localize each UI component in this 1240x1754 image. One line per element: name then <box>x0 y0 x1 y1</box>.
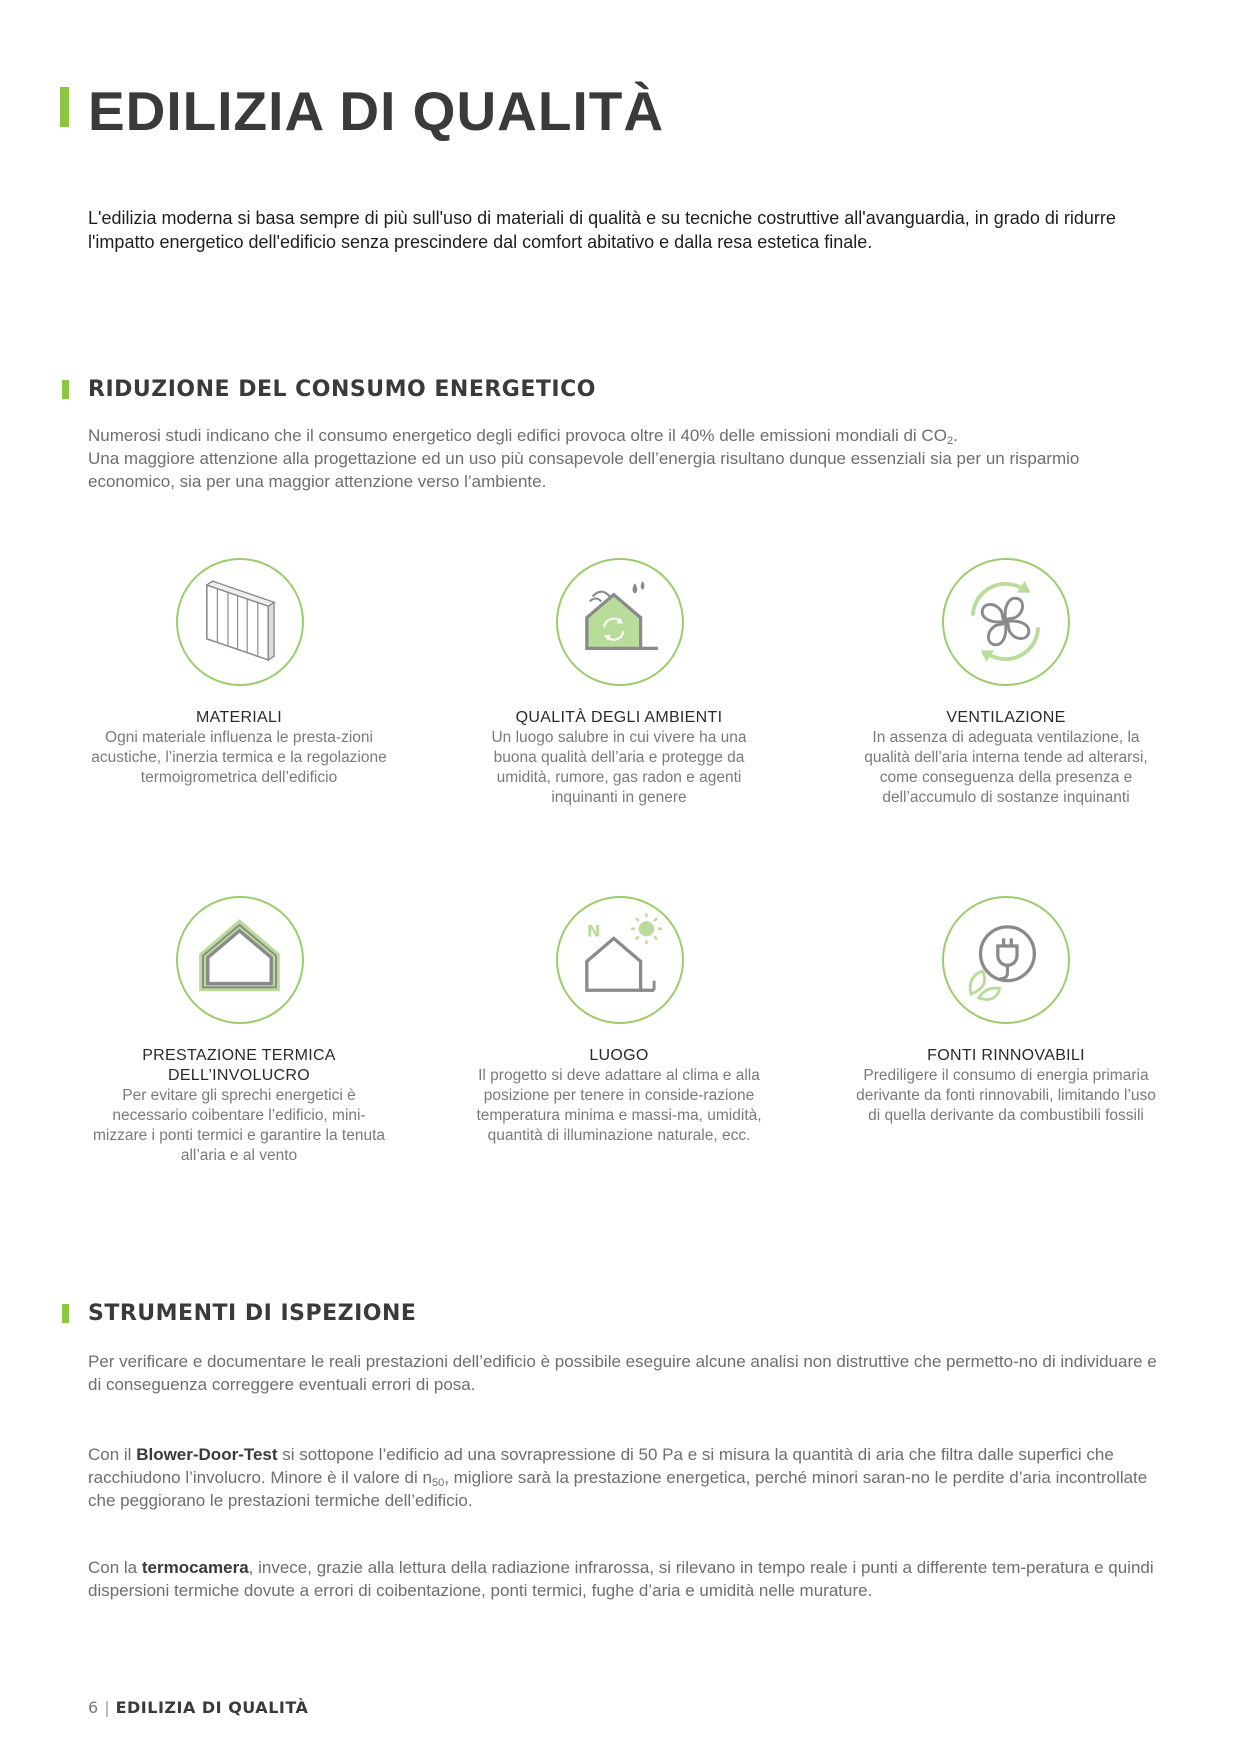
house-orientation-icon <box>556 896 684 1024</box>
insulated-house-icon <box>176 896 304 1024</box>
feature-description: Per evitare gli sprechi energetici è necessario coibentare l’edificio, mini-mizzare i ponti termici e garantire la tenuta all’aria e al vento <box>92 1087 386 1164</box>
inspection-paragraph-1: Per verificare e documentare le reali prestazioni dell’edificio è possibile eseguire alcune analisi non distruttive che permetto-no di individuare e di conseguenza correggere eventuali errori di posa. <box>88 1352 1157 1394</box>
section-accent-bar <box>62 380 69 399</box>
feature-title: FONTI RINNOVABILI <box>927 1047 1085 1064</box>
title-accent-bar <box>60 87 69 127</box>
north-letter: N <box>586 921 601 941</box>
feature-description: Un luogo salubre in cui vivere ha una buona qualità dell’aria e protegge da umidità, rumore, gas radon e agenti inquinanti in genere <box>491 729 747 806</box>
feature-qualita-ambienti <box>469 708 769 808</box>
feature-title: LUOGO <box>589 1047 649 1064</box>
feature-title: VENTILAZIONE <box>946 709 1066 726</box>
page-number: 6 <box>88 1698 99 1717</box>
feature-prestazione-termica <box>89 1046 389 1166</box>
feature-description: Il progetto si deve adattare al clima e alla posizione per tenere in conside-razione temperatura minima e massi-ma, umidità, quantità di illuminazione naturale, ecc. <box>476 1067 762 1144</box>
page-footer <box>88 1698 308 1717</box>
energy-text-1-end: . <box>953 426 958 445</box>
energy-paragraph <box>88 424 1168 493</box>
feature-title: PRESTAZIONE TERMICA DELL’INVOLUCRO <box>142 1047 336 1084</box>
footer-separator: | <box>104 1698 110 1717</box>
co2-subscript: 2 <box>946 435 954 447</box>
thermal-camera-paragraph <box>88 1556 1168 1602</box>
feature-materiali <box>89 708 389 788</box>
text-span: , migliore sarà la prestazione energetica, perché minori saran-no le perdite d’aria incontrollate che peggiorano le prestazioni termiche dell’edificio. <box>88 1468 1148 1510</box>
page-title: EDILIZIA DI QUALITÀ <box>88 80 665 142</box>
feature-description: Ogni materiale influenza le presta-zioni acustiche, l’inerzia termica e la regolazione termoigrometrica dell’edificio <box>91 729 387 786</box>
section-title-inspection: STRUMENTI DI ISPEZIONE <box>88 1301 417 1326</box>
footer-title: EDILIZIA DI QUALITÀ <box>115 1698 309 1717</box>
thermal-camera-term: termocamera <box>141 1558 249 1577</box>
energy-text-1: Numerosi studi indicano che il consumo energetico degli edifici provoca oltre il 40% delle emissioni mondiali di CO <box>88 426 947 445</box>
feature-description: Prediligere il consumo di energia primaria derivante da fonti rinnovabili, limitando l’uso di quella derivante da combustibili fossili <box>856 1067 1156 1124</box>
text-span: si sottopone l’edificio ad una sovrapressione di 50 Pa e si misura la quantità di aria che filtra dalle superfici che racchiudono l’involucro. Minore è il valore di n <box>88 1445 1114 1487</box>
blower-door-term: Blower-Door-Test <box>136 1445 278 1464</box>
panel-icon <box>176 558 304 686</box>
n50-subscript: 50 <box>431 1477 445 1489</box>
text-span: Con la <box>88 1558 142 1577</box>
feature-fonti-rinnovabili <box>856 1046 1156 1126</box>
section-accent-bar <box>62 1304 69 1323</box>
fan-icon <box>942 558 1070 686</box>
feature-description: In assenza di adeguata ventilazione, la qualità dell’aria interna tende ad alterarsi, come conseguenza della presenza e dell’accumulo di sostanze inquinanti <box>864 729 1148 806</box>
healthy-house-icon <box>556 558 684 686</box>
energy-text-2: Una maggiore attenzione alla progettazione ed un uso più consapevole dell’energia risultano dunque essenziali sia per un risparmio economico, sia per una maggior attenzione verso l’ambiente. <box>88 449 1080 491</box>
feature-ventilazione <box>856 708 1156 808</box>
section-title-energy: RIDUZIONE DEL CONSUMO ENERGETICO <box>88 377 596 402</box>
text-span: Con il <box>88 1445 137 1464</box>
intro-paragraph: L'edilizia moderna si basa sempre di più sull'uso di materiali di qualità e su tecniche costruttive all'avanguardia, in grado di ridurre l'impatto energetico dell'edificio senza prescindere dal comfort abitativo e dalla resa estetica finale. <box>88 208 1116 252</box>
feature-title: QUALITÀ DEGLI AMBIENTI <box>515 709 723 726</box>
blower-door-paragraph <box>88 1443 1168 1512</box>
feature-luogo <box>469 1046 769 1146</box>
text-span: , invece, grazie alla lettura della radiazione infrarossa, si rilevano in tempo reale i punti a differente tem-peratura e quindi dispersioni termiche dovute a errori di coibentazione, ponti termici, fughe d’aria e umidità nelle murature. <box>88 1558 1154 1600</box>
plug-leaf-icon <box>942 896 1070 1024</box>
feature-title: MATERIALI <box>196 709 282 726</box>
